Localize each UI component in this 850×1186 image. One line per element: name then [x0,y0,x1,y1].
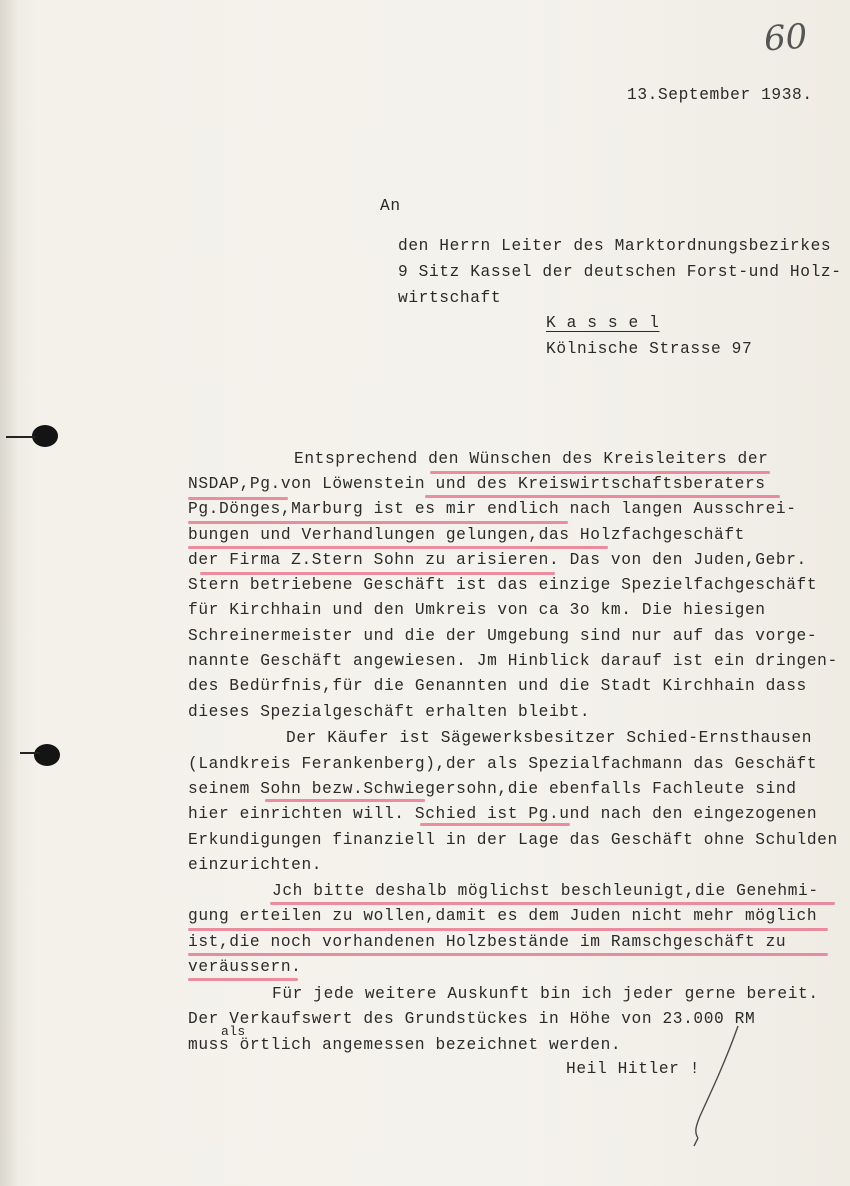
address-line-2: 9 Sitz Kassel der deutschen Forst-und Holz- [398,263,842,281]
highlight-mark [430,471,770,474]
body-line: für Kirchhain und den Umkreis von ca 3o km. Die hiesigen [188,601,766,619]
body-line: NSDAP,Pg.von Löwenstein und des Kreiswirtschaftsberaters [188,475,766,493]
highlight-mark [188,978,298,981]
highlight-mark [188,928,828,931]
highlight-mark [420,823,570,826]
body-line: veräussern. [188,958,302,976]
highlight-mark [188,953,828,956]
punch-hole-bottom [34,744,60,766]
closing: Heil Hitler ! [566,1060,701,1078]
punch-hole-top-tear [6,436,36,438]
highlight-mark [425,495,780,498]
body-line: Stern betriebene Geschäft ist das einzige Spezielfachgeschäft [188,576,818,594]
body-line: der Firma Z.Stern Sohn zu arisieren. Das von den Juden,Gebr. [188,551,807,569]
punch-hole-bottom-tear [20,752,40,754]
body-line: (Landkreis Ferankenberg),der als Spezialfachmann das Geschäft [188,755,818,773]
body-line: bungen und Verhandlungen gelungen,das Holzfachgeschäft [188,526,745,544]
body-line: nannte Geschäft angewiesen. Jm Hinblick darauf ist ein dringen- [188,652,838,670]
address-city: K a s s e l [546,314,660,332]
body-line: Pg.Dönges,Marburg ist es mir endlich nach langen Ausschrei- [188,500,797,518]
salutation: An [380,197,401,215]
body-line: seinem Sohn bezw.Schwiegersohn,die ebenfalls Fachleute sind [188,780,797,798]
body-line: einzurichten. [188,856,323,874]
body-line: Der Käufer ist Sägewerksbesitzer Schied-Ernsthausen [286,729,813,747]
address-line-3: wirtschaft [398,289,502,307]
body-line: ist,die noch vorhandenen Holzbestände im Ramschgeschäft zu [188,933,787,951]
body-line: Für jede weitere Auskunft bin ich jeder gerne bereit. [272,985,819,1003]
highlight-mark [188,521,568,524]
body-line: Der Verkaufswert des Grundstückes in Höhe von 23.000 RM [188,1010,756,1028]
letter-date: 13.September 1938. [627,86,813,104]
highlight-mark [270,902,835,905]
body-line: Erkundigungen finanziell in der Lage das Geschäft ohne Schulden [188,831,838,849]
handwritten-insertion: als [221,1024,246,1039]
signature-stroke [686,1020,746,1150]
page-number: 60 [762,16,809,60]
body-line: Jch bitte deshalb möglichst beschleunigt,die Genehmi- [272,882,819,900]
body-line: dieses Spezialgeschäft erhalten bleibt. [188,703,591,721]
body-line: des Bedürfnis,für die Genannten und die Stadt Kirchhain dass [188,677,807,695]
body-line: Entsprechend den Wünschen des Kreisleiters der [294,450,769,468]
body-line: hier einrichten will. Schied ist Pg.und nach den eingezogenen [188,805,818,823]
body-line: Schreinermeister und die der Umgebung sind nur auf das vorge- [188,627,818,645]
highlight-mark [188,546,608,549]
body-line: muss örtlich angemessen bezeichnet werden. [188,1036,622,1054]
body-line: gung erteilen zu wollen,damit es dem Juden nicht mehr möglich [188,907,818,925]
highlight-mark [265,799,425,802]
address-street: Kölnische Strasse 97 [546,340,753,358]
highlight-mark [200,572,555,575]
address-line-1: den Herrn Leiter des Marktordnungsbezirkes [398,237,832,255]
